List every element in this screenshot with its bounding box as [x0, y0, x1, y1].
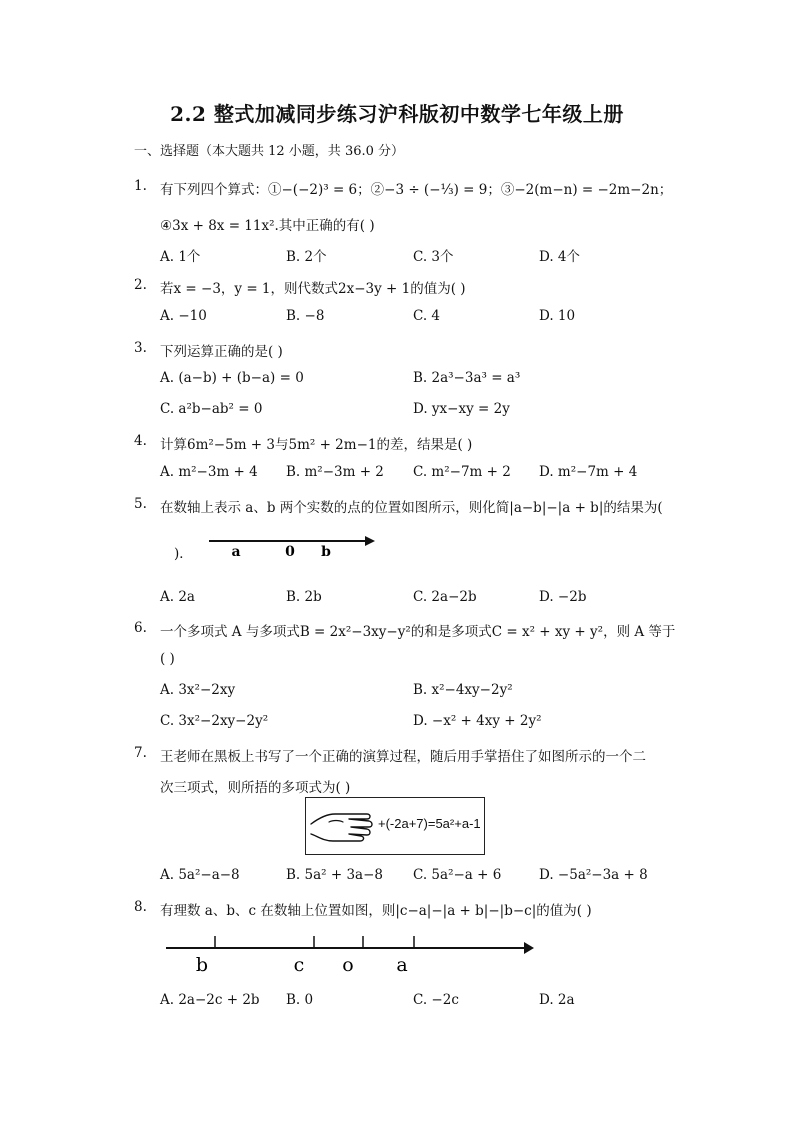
question-7-text-line2: 次三项式，则所捂的多项式为( )	[160, 780, 351, 796]
question-8-text: 有理数 a、b、c 在数轴上位置如图，则|c−a|−|a + b|−|b−c|的值为( )	[160, 903, 592, 919]
question-6-option-b: B. x²−4xy−2y²	[413, 682, 513, 698]
question-4-text: 计算6m²−5m + 3与5m² + 2m−1的差，结果是( )	[160, 437, 473, 453]
page-title: 2.2 整式加减同步练习沪科版初中数学七年级上册	[170, 102, 624, 126]
question-3-option-b: B. 2a³−3a³ = a³	[413, 370, 521, 386]
question-5-text: 在数轴上表示 a、b 两个实数的点的位置如图所示，则化简|a−b|−|a + b|的结果为(	[160, 500, 663, 516]
question-3-option-a: A. (a−b) + (b−a) = 0	[160, 370, 304, 386]
point-label-b: b	[195, 954, 209, 976]
blackboard-figure	[305, 797, 485, 855]
question-3-option-d: D. yx−xy = 2y	[413, 401, 510, 417]
question-5-number: 5.	[134, 496, 147, 512]
question-2-option-a: A. −10	[160, 308, 207, 324]
question-8-option-c: C. −2c	[413, 992, 459, 1008]
question-5-option-a: A. 2a	[160, 589, 195, 605]
question-3-text: 下列运算正确的是( )	[160, 344, 283, 360]
question-4-option-c: C. m²−7m + 2	[413, 464, 511, 480]
question-6-option-d: D. −x² + 4xy + 2y²	[413, 713, 542, 729]
question-2-option-b: B. −8	[286, 308, 325, 324]
point-label-zero: 0	[285, 544, 295, 560]
question-1-option-a: A. 1个	[160, 249, 201, 265]
question-8-number: 8.	[134, 899, 147, 915]
number-line-figure-q8	[160, 930, 540, 976]
question-2-number: 2.	[134, 277, 147, 293]
question-1-option-d: D. 4个	[539, 249, 581, 265]
number-line-arrow	[524, 942, 534, 954]
question-1-option-c: C. 3个	[413, 249, 454, 265]
question-6-text: 一个多项式 A 与多项式B = 2x²−3xy−y²的和是多项式C = x² + xy + y²，则 A 等于	[160, 624, 676, 640]
question-3-option-c: C. a²b−ab² = 0	[160, 401, 263, 417]
question-6-option-c: C. 3x²−2xy−2y²	[160, 713, 269, 729]
question-8-option-a: A. 2a−2c + 2b	[160, 992, 260, 1008]
point-label-o: o	[342, 954, 354, 976]
question-1-number: 1.	[134, 178, 147, 194]
number-line-figure-q5	[205, 530, 380, 562]
question-1-text: 有下列四个算式：①−(−2)³ = 6；②−3 ÷ (−⅓) = 9；③−2(m−n) = −2m−2n；	[160, 182, 673, 198]
question-6-number: 6.	[134, 620, 147, 636]
question-2-text: 若x = −3，y = 1，则代数式2x−3y + 1的值为( )	[160, 281, 466, 297]
question-2-option-d: D. 10	[539, 308, 576, 324]
question-3-number: 3.	[134, 340, 147, 356]
question-4-option-d: D. m²−7m + 4	[539, 464, 638, 480]
point-label-c: c	[293, 954, 305, 976]
question-5-option-b: B. 2b	[286, 589, 322, 605]
question-5-option-c: C. 2a−2b	[413, 589, 477, 605]
question-5-text-line2: )．	[174, 546, 193, 562]
question-7-option-d: D. −5a²−3a + 8	[539, 867, 648, 883]
question-7-option-a: A. 5a²−a−8	[160, 867, 240, 883]
question-4-number: 4.	[134, 433, 147, 449]
section-heading: 一、选择题（本大题共 12 小题，共 36.0 分）	[134, 144, 405, 159]
number-line-arrow	[365, 536, 375, 546]
hand-icon	[309, 808, 375, 844]
question-8-option-d: D. 2a	[539, 992, 575, 1008]
question-7-text: 王老师在黑板上书写了一个正确的演算过程，随后用手掌捂住了如图所示的一个二	[160, 749, 646, 765]
question-4-option-a: A. m²−3m + 4	[160, 464, 258, 480]
point-label-a: a	[231, 544, 241, 560]
question-4-option-b: B. m²−3m + 2	[286, 464, 384, 480]
question-8-option-b: B. 0	[286, 992, 314, 1008]
question-7-number: 7.	[134, 745, 147, 761]
question-1-option-b: B. 2个	[286, 249, 327, 265]
point-label-a: a	[396, 954, 408, 976]
question-7-option-c: C. 5a²−a + 6	[413, 867, 502, 883]
question-1-text-line2: ④3x + 8x = 11x².其中正确的有( )	[160, 218, 375, 234]
question-6-option-a: A. 3x²−2xy	[160, 682, 236, 698]
question-5-option-d: D. −2b	[539, 589, 587, 605]
blackboard-expression: +(-2a+7)=5a²+a-1	[378, 816, 481, 831]
question-2-option-c: C. 4	[413, 308, 441, 324]
point-label-b: b	[321, 544, 331, 560]
question-7-option-b: B. 5a² + 3a−8	[286, 867, 383, 883]
question-6-text-line2: ( )	[160, 651, 175, 667]
